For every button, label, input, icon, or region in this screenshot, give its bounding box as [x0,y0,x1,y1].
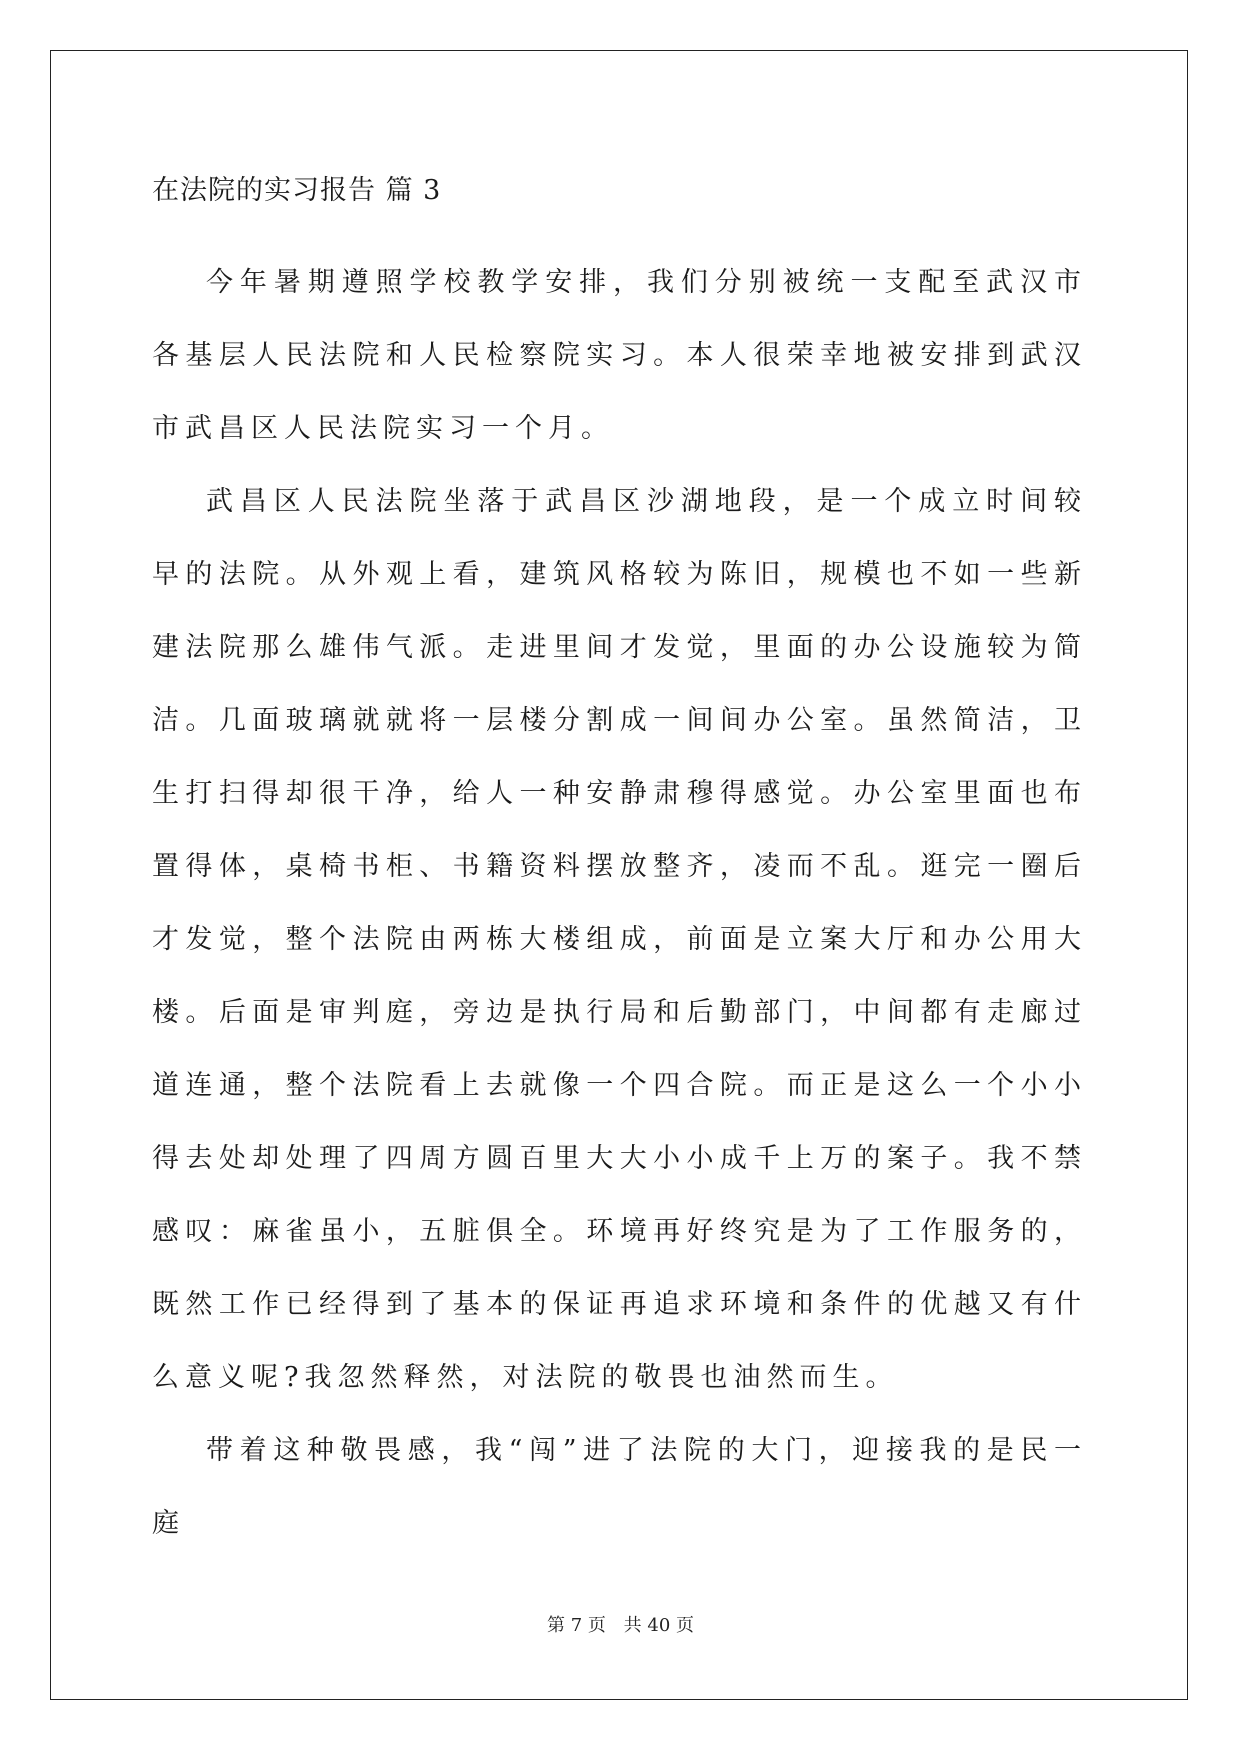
document-body [152,170,1087,1560]
paragraph-3: 带着这种敬畏感，我“闯”进了法院的大门，迎接我的是民一庭 [152,1435,1087,1539]
paragraph-1: 今年暑期遵照学校教学安排，我们分别被统一支配至武汉市各基层人民法院和人民检察院实习。本人很荣幸地被安排到武汉市武昌区人民法院实习一个月。 [152,267,1087,444]
paragraph-2: 武昌区人民法院坐落于武昌区沙湖地段，是一个成立时间较早的法院。从外观上看，建筑风格较为陈旧，规模也不如一些新建法院那么雄伟气派。走进里间才发觉，里面的办公设施较为简洁。几面玻璃就就将一层楼分割成一间间办公室。虽然简洁，卫生打扫得却很干净，给人一种安静肃穆得感觉。办公室里面也布置得体，桌椅书柜、书籍资料摆放整齐，凌而不乱。逛完一圈后才发觉，整个法院由两栋大楼组成，前面是立案大厅和办公用大楼。后面是审判庭，旁边是执行局和后勤部门，中间都有走廊过道连通，整个法院看上去就像一个四合院。而正是这么一个小小得去处却处理了四周方圆百里大大小小成千上万的案子。我不禁感叹：麻雀虽小，五脏俱全。环境再好终究是为了工作服务的，既然工作已经得到了基本的保证再追求环境和条件的优越又有什么意义呢?我忽然释然，对法院的敬畏也油然而生。 [152,486,1087,1393]
page-total: 共 40 页 [623,1615,694,1636]
page-footer [0,1611,1241,1637]
document-title: 在法院的实习报告 篇 3 [152,175,442,206]
page-number: 第 7 页 [547,1615,606,1636]
